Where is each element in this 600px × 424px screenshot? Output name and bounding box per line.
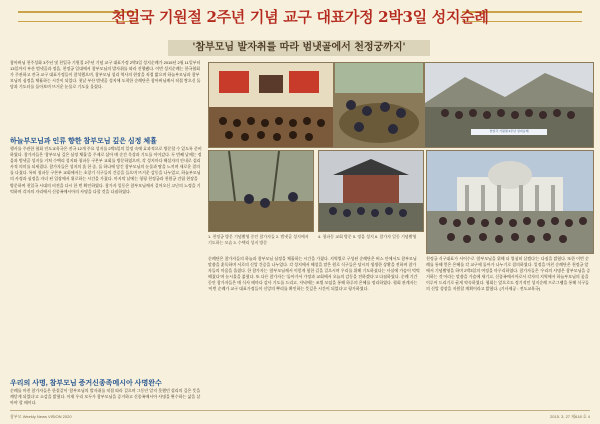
photo-caption-2: 4. 청파동 교회 방문 5. 정읍 성지 6. 참가자 일동 기념촬영 — [318, 234, 417, 239]
section-head-mid: 하늘부모님과 인류 향한 참부모님 깊은 심정 체휼 — [10, 138, 157, 145]
footer-divider — [10, 410, 590, 411]
footer-issue-info: 2015. 3. 27 제618 호 4 — [550, 414, 590, 419]
photo-hiking-trail — [208, 150, 314, 232]
photo-caption-1: 1. 천정궁 방문 기념촬영 중인 참가자들 2. 범냇골 성지에서 기도하는 모습 3. 수택리 성지 방문 — [208, 234, 309, 245]
article-body: 행사를 주관한 협회 전도교육국은 전국 12개 주요 성지를 2박3일의 일정 속에 효과적으로 방문할 수 있도록 준비하였다. 참가자들은 '참부모님 깊은 심정 체휼'을 주제로 삼아 매 순간 묵상과 기도를 이어갔다. 두 번째 날에는 정읍과 범냇골 성지를 거쳐 수택리 성지와 청파동 구본부 교회를 방문하였으며, 각 성지마다 해설자의 안내로 섭리사적 의미를 되새겼다. 참가자들은 성지의 흙 한 줌, 돌 하나에 담긴 참부모님의 눈물과 땀을 느끼며 새로운 결의를 다졌다. 특히 청파동 구본부 교회에서는 초창기 식구들의 간증을 들으며 뜨거운 감동을 나누었고, 하늘부모님의 사정과 심정을 자녀 된 입장에서 위로하는 시간을 가졌다. 마지막 날에는 청평 천정궁과 천원궁 건립 현장을 방문하여 천일국 시대의 비전을 다시 한 번 확인하였다. 참가자 일동은 참부모님께서 걸어오신 고난의 노정을 기억하며 각자의 자리에서 신종족메시아의 사명을 다할 것을 다짐하였다. — [10, 146, 202, 194]
headline: 천일국 기원절 2주년 기념 교구 대표가정 2박3일 성지순례 — [111, 8, 489, 26]
photo-group-mountain — [424, 62, 594, 148]
photo-prayer-rock — [334, 62, 424, 148]
section-head-bottom: 우리의 사명, 참부모님 증거신종족메시아 사명완수 — [10, 380, 162, 387]
article-column-3: 천정궁 식구대표가 서어수로 '참부모님을 위해 더 열심히 살겠다'는 다짐을 밝혔다. 또한 이번 순례를 통해 얻은 은혜를 각 교구에 돌아가 나누기로 결의하였다. 일정을 마친 순례단은 천정궁 앞에서 기념촬영을 하며 2박3일의 여정을 마무리하였다. 참가자들은 '우리의 사명은 참부모님을 증거하는 것'이라는 말씀을 가슴에 새기고, 신종족메시아로서 각자의 지역에서 하늘부모님의 꿈을 이루어 드리기로 굳게 약속하였다. 협회는 앞으로도 정기적인 성지순례 프로그램을 통해 식구들의 신앙 성장을 지원할 계획이라고 밝혔다. (기사제공 : 전도교육국) — [426, 256, 591, 292]
photo-ceremony-hall — [208, 62, 334, 148]
banner-sign: 천일국 기원절 2주년 성지순례 — [471, 129, 547, 135]
footer-publication: 참부모 Weekly News VISION 2020 — [10, 414, 72, 419]
article-closing: 순례를 마친 참가자들은 한결같이 '참부모님의 발자취를 직접 따라 걸으며 그동안 알지 못했던 섭리의 깊은 뜻을 깨닫게 되었다'고 소감을 밝혔다. 이제 우리 모두가 참부모님을 증거하고 신종족메시아 사명을 완수하는 삶을 살아야 할 때이다. — [10, 388, 201, 406]
photo-shrine-gate — [318, 150, 424, 232]
subheadline: '참부모님 발자취를 따라 범냇골에서 천정궁까지' — [168, 40, 430, 56]
photo-cheonjeonggung-palace — [426, 150, 594, 254]
article-intro: 참아버님 천주성화 3주년 및 천일국 기원절 2주년 기념 교구 대표가정 2박3일 성지순례가 2015년 2월 11일부터 13일까지 부산 범냇골과 정읍, 천정궁 일대에서 참부모님의 발자취를 따라 진행됐다. 이번 성지순례는 한국협회가 주관하고 전국 교구 대표가정들이 참석했으며, 참부모님 섭리 역사의 현장을 직접 밟으며 하늘부모님과 참부모님의 심정을 체휼하는 시간이 되었다. 첫날 부산 범냇골 성지에 도착한 순례단은 참아버님께서 직접 쌓으신 돌담과 기도터를 돌아보며 뜨거운 눈물로 기도를 올렸다. — [10, 60, 201, 90]
article-column-2: 순례단은 참가자들의 하늘과 참부모님 심정을 체휼하는 시간을 가졌다. 지역별로 구성된 순례단은 버스 안에서도 참부모님 말씀을 훈독하며 서로의 신앙 간증을 나누었다. 각 성지에서 해설을 맡은 원로 식구들은 당시의 생생한 상황을 전하며 참가자들의 마음을 울렸다. 한 참가자는 '참부모님께서 이렇게 험한 길을 걸으시며 우리를 위해 기도하셨다는 사실에 가슴이 먹먹해졌다'며 눈시울을 붉혔다. 또 다른 참가자는 '돌아가서 가정과 교회에서 오늘의 감동을 전하겠다'고 다짐하였다. 순례 기간 동안 참가자들은 매 식사 때마다 감사 기도를 드리고, 저녁에는 조별 모임을 통해 하루의 은혜를 정리하였다. 협회 관계자는 '이번 순례가 교구 대표가정들이 신앙의 뿌리를 확인하는 뜻깊은 시간이 되었다'고 평가하였다. — [208, 256, 420, 292]
